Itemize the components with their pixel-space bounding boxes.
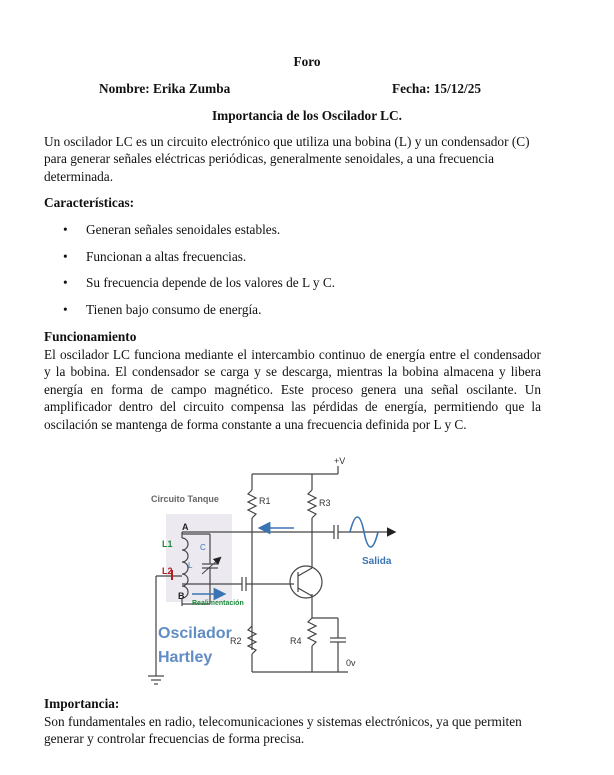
list-item-text: Su frecuencia depende de los valores de L y C. (86, 275, 336, 290)
list-item: • Tienen bajo consumo de energía. (63, 302, 262, 317)
importance-heading: Importancia: (44, 696, 120, 711)
importance-paragraph: Son fundamentales en radio, telecomunicaciones y sistemas electrónicos, ya que permiten generar y controlar frecuencias de forma precisa. (44, 714, 522, 747)
r4-label: R4 (290, 636, 302, 646)
hartley-oscillator-diagram (138, 454, 428, 690)
intro-paragraph: Un oscilador LC es un circuito electrónico que utiliza una bobina (L) y un condensador (C) para generar señales eléctricas periódicas, generalmente senoidales, a una frecuencia determinada. (44, 134, 530, 184)
list-item: • Funcionan a altas frecuencias. (63, 249, 247, 264)
ground-label: 0v (346, 658, 356, 668)
r1-label: R1 (259, 496, 271, 506)
l-label: L (188, 561, 193, 570)
l2-label: L2 (162, 566, 173, 576)
l1-label: L1 (162, 539, 173, 549)
list-item-text: Generan señales senoidales estables. (86, 222, 281, 237)
node-b-label: B (178, 591, 185, 601)
node-a-label: A (182, 522, 189, 532)
operation-heading: Funcionamiento (44, 329, 137, 344)
author-name: Nombre: Erika Zumba (99, 81, 231, 96)
output-label: Salida (362, 556, 392, 567)
list-item-text: Funcionan a altas frecuencias. (86, 249, 247, 264)
oscillator-name-line2: Hartley (158, 649, 213, 666)
document-date: Fecha: 15/12/25 (392, 81, 482, 96)
list-item: • Su frecuencia depende de los valores de L y C. (63, 275, 336, 290)
c-label: C (200, 543, 206, 552)
supply-label: +V (334, 456, 346, 466)
tank-highlight (166, 514, 232, 602)
list-item-text: Tienen bajo consumo de energía. (86, 302, 262, 317)
document-subtitle: Importancia de los Oscilador LC. (212, 108, 402, 123)
characteristics-heading: Características: (44, 195, 135, 210)
r2-label: R2 (230, 636, 242, 646)
tank-label: Circuito Tanque (151, 494, 219, 504)
oscillator-name-line1: Oscilador (158, 625, 232, 642)
page-title: Foro (293, 54, 321, 69)
operation-paragraph: El oscilador LC funciona mediante el intercambio continuo de energía entre el condensador y la bobina. El condensador se carga y se descarga, mientras la bobina almacena y libera energía en forma de campo magnético. Este proceso genera una señal oscilante. Un amplificador dentro del circuito compensa las pérdidas de energía, permitiendo que la oscilación se mantenga de forma constante a una frecuencia definida por L y C. (44, 347, 541, 432)
list-item: • Generan señales senoidales estables. (63, 222, 281, 237)
r3-label: R3 (319, 498, 331, 508)
feedback-label: Realimentación (192, 600, 244, 607)
